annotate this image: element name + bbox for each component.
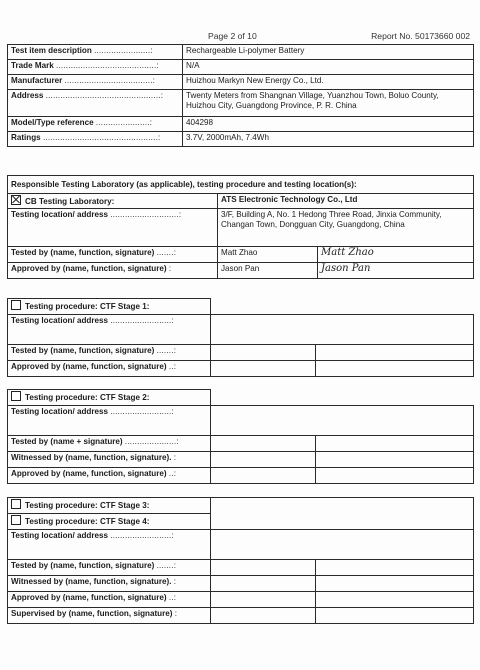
address-label: Address [11, 91, 44, 100]
model-value: 404298 [183, 117, 474, 132]
cb-lab-label: CB Testing Laboratory: [25, 197, 115, 206]
ctf1-location-label: Testing location/ address [11, 316, 108, 325]
lab-heading-box [7, 175, 474, 194]
cb-location-label: Testing location/ address [11, 210, 108, 219]
ctf4-title: Testing procedure: CTF Stage 4: [25, 517, 150, 526]
ratings-label: Ratings [11, 133, 41, 142]
ctf3-title: Testing procedure: CTF Stage 3: [25, 501, 150, 510]
ctf2-location-label: Testing location/ address [11, 407, 108, 416]
cb-lab-name: ATS Electronic Technology Co., Ltd [218, 194, 474, 209]
cb-tested-name: Matt Zhao [218, 247, 318, 263]
cb-lab-checkbox[interactable] [11, 195, 21, 205]
ctf2-checkbox[interactable] [11, 391, 21, 401]
ctf34-location-value [211, 530, 474, 560]
ctf-stage-3-4-table: Testing procedure: CTF Stage 3: Testing procedure: CTF Stage 4: Testing location/ address .........................: Tested by (name, function, signature) .......: Witnessed by (name, function, signature). : Approved by (name, function, signature) ..: Supervised by (name, function, signature) : [7, 497, 474, 624]
ctf34-approved-label: Approved by (name, function, signature) [11, 593, 167, 602]
ctf2-tested-label: Tested by (name + signature) [11, 437, 123, 446]
cb-tested-signature: Matt Zhao [318, 247, 474, 263]
test-item-value: Rechargeable Li-polymer Battery [183, 45, 474, 60]
ctf34-tested-label: Tested by (name, function, signature) [11, 561, 155, 570]
ctf34-witnessed-label: Witnessed by (name, function, signature). [11, 577, 172, 586]
report-number: Report No. 50173660 002 [371, 31, 470, 41]
cb-approved-signature: Jason Pan [318, 263, 474, 279]
lab-heading: Responsible Testing Laboratory (as applicable), testing procedure and testing location(s): [8, 176, 474, 194]
page-number: Page 2 of 10 [208, 31, 257, 41]
manufacturer-value: Huizhou Markyn New Energy Co., Ltd. [183, 75, 474, 90]
model-label: Model/Type reference [11, 118, 94, 127]
ctf1-location-value [211, 315, 474, 345]
ratings-value: 3.7V, 2000mAh, 7.4Wh [183, 132, 474, 147]
manufacturer-label: Manufacturer [11, 76, 63, 85]
ctf1-approved-label: Approved by (name, function, signature) [11, 362, 167, 371]
ctf34-location-label: Testing location/ address [11, 531, 108, 540]
cb-location-value: 3/F, Building A, No. 1 Hedong Three Road, Jinxia Community, Changan Town, Dongguan City, Guangdong, China [218, 209, 474, 247]
ctf2-approved-label: Approved by (name, function, signature) [11, 469, 167, 478]
address-value: Twenty Meters from Shangnan Village, Yuanzhou Town, Boluo County, Huizhou City, Guangdong Province, P. R. China [183, 90, 474, 117]
ctf4-checkbox[interactable] [11, 515, 21, 525]
product-info-table: Test item description .......................: Rechargeable Li-polymer Battery Trade Mark .........................................: N/A Manufacturer ....................................: Huizhou Markyn New Energy Co., Ltd. Address ...............................................: Twenty Meters from Shangnan Village, Yuanzhou Town, Boluo County, Huizhou City, Guangdong Province, P. R. China Model/Type reference ......................: 404298 Ratings ...............................................: 3.7V, 2000mAh, 7.4Wh [7, 44, 474, 147]
cb-tested-label: Tested by (name, function, signature) [11, 248, 155, 257]
ctf3-checkbox[interactable] [11, 499, 21, 509]
trade-mark-value: N/A [183, 60, 474, 75]
test-item-label: Test item description [11, 46, 92, 55]
ctf2-title: Testing procedure: CTF Stage 2: [25, 393, 150, 402]
ctf1-title: Testing procedure: CTF Stage 1: [25, 302, 150, 311]
cb-approved-label: Approved by (name, function, signature) [11, 264, 167, 273]
ctf2-witnessed-label: Witnessed by (name, function, signature). [11, 453, 172, 462]
ctf-stage-1-table: Testing procedure: CTF Stage 1: Testing location/ address .........................: Tested by (name, function, signature) .......: Approved by (name, function, signature) ..: [7, 298, 474, 377]
cb-lab-table: CB Testing Laboratory: ATS Electronic Technology Co., Ltd Testing location/ address ............................: 3/F, Building A, No. 1 Hedong Three Road, Jinxia Community, Changan Town, Dongguan City, Guangdong, China Tested by (name, function, signature) .......: Matt Zhao Matt Zhao Approved by (name, function, signature) : Jason Pan Jason Pan [7, 193, 474, 279]
ctf1-checkbox[interactable] [11, 300, 21, 310]
ctf1-tested-label: Tested by (name, function, signature) [11, 346, 155, 355]
ctf2-location-value [211, 406, 474, 436]
ctf-stage-2-table: Testing procedure: CTF Stage 2: Testing location/ address .........................: Tested by (name + signature) .....................: Witnessed by (name, function, signature). : Approved by (name, function, signature) ..: [7, 389, 474, 484]
trade-mark-label: Trade Mark [11, 61, 54, 70]
ctf34-supervised-label: Supervised by (name, function, signature) [11, 609, 173, 618]
cb-approved-name: Jason Pan [218, 263, 318, 279]
